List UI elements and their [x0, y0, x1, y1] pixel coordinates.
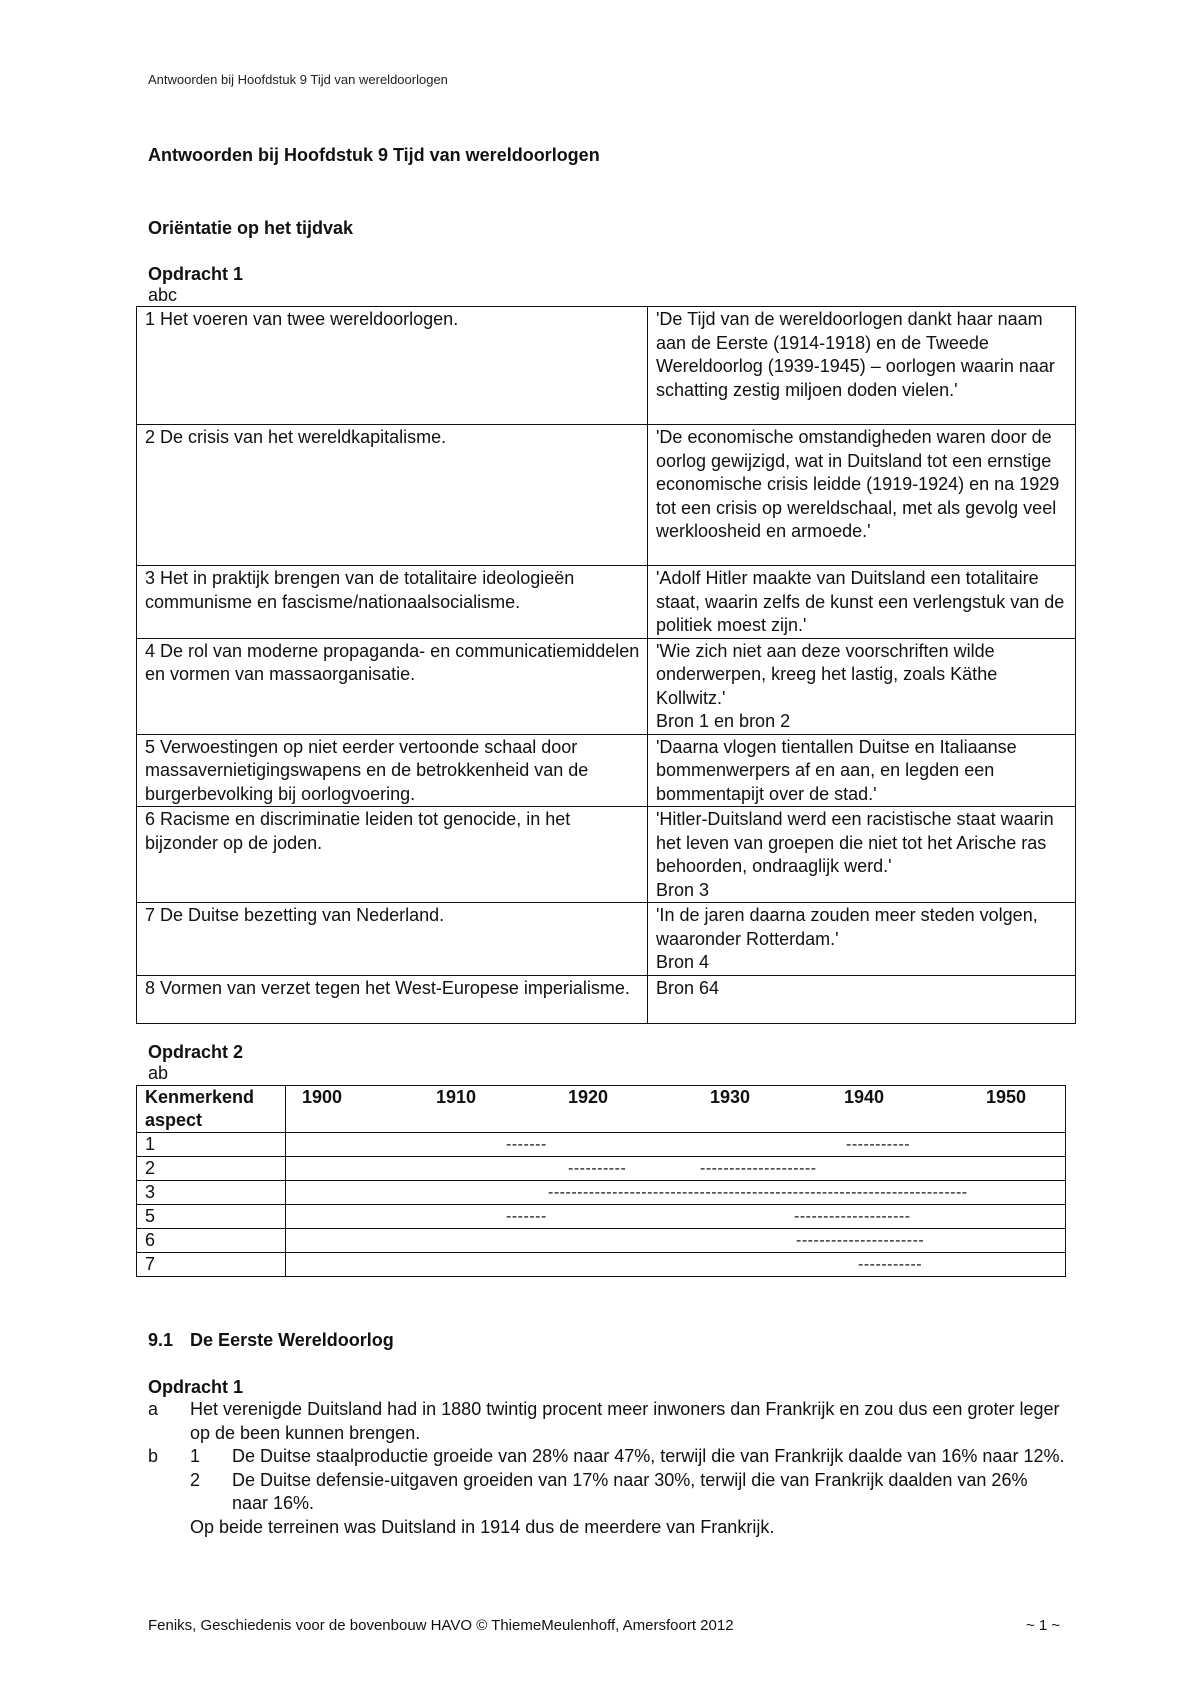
item-text: De Duitse staalproductie groeide van 28% naar 47%, terwijl die van Frankrijk daalde van 16% naar 12%. — [232, 1446, 1065, 1466]
timeline-bar: -------------------- — [700, 1160, 817, 1177]
list-item — [148, 1398, 1068, 1445]
table-row — [137, 307, 1076, 425]
item-label: a — [148, 1399, 159, 1419]
aspect-cell: 5 Verwoestingen op niet eerder vertoonde schaal door massavernietigingswapens en de betrokkenheid van de burgerbevolking bij oorlogvoering. — [137, 734, 648, 807]
footer-credit: Feniks, Geschiedenis voor de bovenbouw HAVO © ThiemeMeulenhoff, Amersfoort 2012 — [148, 1617, 734, 1634]
opdracht2-heading: Opdracht 2 — [148, 1042, 244, 1062]
year-label: 1910 — [436, 1087, 477, 1107]
quote-cell — [648, 807, 1076, 903]
table-row — [137, 734, 1076, 807]
list-item — [148, 1516, 1068, 1540]
timeline-row-label: 5 — [137, 1205, 286, 1229]
subitem-label: 2 — [190, 1469, 201, 1490]
quote-text: 'Wie zich niet aan deze voorschriften wilde onderwerpen, kreeg het lastig, zoals Käthe Kollwitz.' — [656, 640, 998, 708]
table-row — [137, 807, 1076, 903]
table-row — [137, 903, 1076, 976]
year-label: 1940 — [844, 1087, 885, 1107]
quote-cell: 'De economische omstandigheden waren door de oorlog gewijzigd, wat in Duitsland tot een ernstige economische crisis leidde (1919-1924) en na 1929 tot een crisis op wereldschaal, met als gevolg veel werkloosheid en armoede.' — [648, 425, 1076, 566]
item-label: b — [148, 1446, 159, 1466]
timeline-header-row — [137, 1086, 1066, 1133]
opdracht1-91-heading: Opdracht 1 — [148, 1377, 244, 1397]
section-title: De Eerste Wereldoorlog — [190, 1330, 394, 1350]
timeline-row-label: 2 — [137, 1157, 286, 1181]
source-text: Bron 3 — [656, 879, 710, 900]
table-row — [137, 425, 1076, 566]
timeline-bars — [286, 1133, 1066, 1157]
conclusion-text: Op beide terreinen was Duitsland in 1914 dus de meerdere van Frankrijk. — [190, 1516, 775, 1537]
aspect-column-header: Kenmerkend aspect — [137, 1086, 286, 1133]
timeline-bar: ------- — [506, 1208, 547, 1225]
table-row — [137, 975, 1076, 1023]
quote-text: 'In de jaren daarna zouden meer steden volgen, waaronder Rotterdam.' — [656, 905, 1038, 949]
timeline-row — [137, 1205, 1066, 1229]
timeline-bar: ---------- — [568, 1160, 627, 1177]
timeline-row-label: 7 — [137, 1253, 286, 1277]
timeline-bars — [286, 1205, 1066, 1229]
item-text: Het verenigde Duitsland had in 1880 twintig procent meer inwoners dan Frankrijk en zou dus een groter leger op de been kunnen brengen. — [190, 1399, 1060, 1443]
quote-cell: 'Adolf Hitler maakte van Duitsland een totalitaire staat, waarin zelfs de kunst een verlengstuk van de politiek moest zijn.' — [648, 566, 1076, 639]
year-label: 1900 — [302, 1087, 343, 1107]
timeline-bar: -------------------- — [794, 1208, 911, 1225]
aspect-cell: 3 Het in praktijk brengen van de totalitaire ideologieën communisme en fascisme/nationaalsocialisme. — [137, 566, 648, 639]
list-item — [148, 1469, 1068, 1516]
timeline-bars — [286, 1229, 1066, 1253]
timeline-row — [137, 1229, 1066, 1253]
aspect-cell: 8 Vormen van verzet tegen het West-Europese imperialisme. — [137, 975, 648, 1023]
quote-cell: 'Daarna vlogen tientallen Duitse en Italiaanse bommenwerpers af en aan, en legden een bommentapijt over de stad.' — [648, 734, 1076, 807]
timeline-row — [137, 1133, 1066, 1157]
timeline-bars — [286, 1253, 1066, 1277]
timeline-bar: ---------------------- — [796, 1232, 925, 1249]
opdracht2-sublabel: ab — [148, 1063, 169, 1083]
timeline-table — [136, 1085, 1066, 1277]
year-label: 1920 — [568, 1087, 609, 1107]
quote-text: 'Hitler-Duitsland werd een racistische staat waarin het leven van groepen die niet tot het Arische ras behoorden, ondraaglijk werd.' — [656, 809, 1054, 876]
aspect-cell: 7 De Duitse bezetting van Nederland. — [137, 903, 648, 976]
timeline-row — [137, 1253, 1066, 1277]
timeline-row-label: 6 — [137, 1229, 286, 1253]
year-label: 1930 — [710, 1087, 751, 1107]
opdracht1-heading: Opdracht 1 — [148, 264, 244, 284]
item-text: De Duitse defensie-uitgaven groeiden van 17% naar 30%, terwijl die van Frankrijk daalden van 26% naar 16%. — [232, 1469, 1028, 1513]
quote-cell — [648, 903, 1076, 976]
timeline-bar: ------------------------------------------------------------------------ — [548, 1184, 968, 1201]
timeline-row-label: 1 — [137, 1133, 286, 1157]
aspect-cell: 4 De rol van moderne propaganda- en communicatiemiddelen en vormen van massaorganisatie. — [137, 638, 648, 734]
document-title: Antwoorden bij Hoofdstuk 9 Tijd van wereldoorlogen — [148, 145, 600, 165]
table-row — [137, 638, 1076, 734]
timeline-bar: ----------- — [846, 1136, 911, 1153]
list-item — [148, 1445, 1068, 1469]
timeline-bar: ------- — [506, 1136, 547, 1153]
aspect-cell: 1 Het voeren van twee wereldoorlogen. — [137, 307, 648, 425]
aspects-table — [136, 306, 1076, 1024]
years-strip — [286, 1086, 1065, 1132]
timeline-row-label: 3 — [137, 1181, 286, 1205]
source-text: Bron 1 en bron 2 — [656, 711, 791, 731]
table-row — [137, 566, 1076, 639]
timeline-bar: ----------- — [858, 1256, 923, 1273]
quote-cell: Bron 64 — [648, 975, 1076, 1023]
opdracht1-sublabel: abc — [148, 285, 178, 305]
page-number: ~ 1 ~ — [1026, 1617, 1061, 1634]
aspect-cell: 6 Racisme en discriminatie leiden tot genocide, in het bijzonder op de joden. — [137, 807, 648, 903]
section-heading-9-1 — [148, 1330, 394, 1351]
timeline-bars — [286, 1181, 1066, 1205]
year-label: 1950 — [986, 1087, 1027, 1107]
years-header-cell — [286, 1086, 1066, 1133]
source-text: Bron 4 — [656, 952, 710, 972]
running-header: Antwoorden bij Hoofdstuk 9 Tijd van wereldoorlogen — [148, 72, 448, 87]
subitem-label: 1 — [190, 1446, 201, 1466]
quote-cell — [648, 638, 1076, 734]
aspect-cell: 2 De crisis van het wereldkapitalisme. — [137, 425, 648, 566]
timeline-bars — [286, 1157, 1066, 1181]
timeline-row — [137, 1181, 1066, 1205]
quote-cell: 'De Tijd van de wereldoorlogen dankt haar naam aan de Eerste (1914-1918) en de Tweede Wereldoorlog (1939-1945) – oorlogen waarin naar schatting zestig miljoen doden vielen.' — [648, 307, 1076, 425]
answer-list — [148, 1398, 1068, 1539]
section-number: 9.1 — [148, 1330, 174, 1350]
timeline-row — [137, 1157, 1066, 1181]
section-heading-orientatie: Oriëntatie op het tijdvak — [148, 218, 354, 238]
